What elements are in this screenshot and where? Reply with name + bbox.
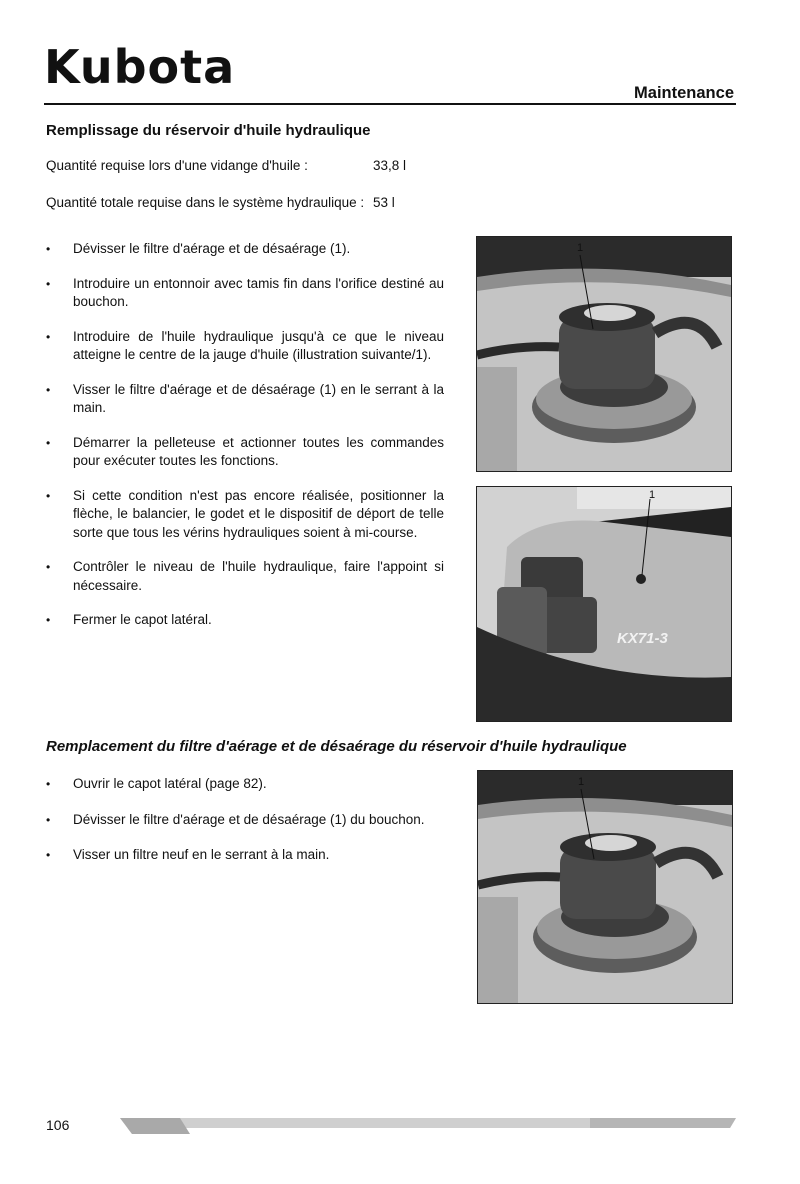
callout-number: 1 <box>649 489 656 501</box>
list-item: • Contrôler le niveau de l'huile hydraulique, faire l'appoint si nécessaire. <box>46 558 444 595</box>
callout-number: 1 <box>578 776 585 788</box>
list-item: • Visser un filtre neuf en le serrant à la main. <box>46 846 444 865</box>
quantity-label: Quantité totale requise dans le système hydraulique : <box>46 195 365 210</box>
photo-machine-side-gauge <box>476 486 732 722</box>
section-label: Maintenance <box>634 84 734 102</box>
list-item: • Introduire un entonnoir avec tamis fin dans l'orifice destiné au bouchon. <box>46 275 444 312</box>
callout-number: 1 <box>577 242 584 254</box>
replacement-steps-list <box>46 775 444 882</box>
model-decal: KX71-3 <box>617 630 668 647</box>
quantity-value: 53 l <box>373 195 395 210</box>
section-title-filling: Remplissage du réservoir d'huile hydraulique <box>46 122 371 139</box>
kubota-logo: Kubota <box>44 40 236 94</box>
list-item: • Introduire de l'huile hydraulique jusqu'à ce que le niveau atteigne le centre de la jauge d'huile (illustration suivante/1). <box>46 328 444 365</box>
list-item: • Ouvrir le capot latéral (page 82). <box>46 775 444 794</box>
photo-breather-filter <box>476 236 732 472</box>
page-number: 106 <box>46 1117 70 1133</box>
list-item: • Visser le filtre d'aérage et de désaérage (1) en le serrant à la main. <box>46 381 444 418</box>
list-item: • Si cette condition n'est pas encore réalisée, positionner la flèche, le balancier, le godet et le dispositif de déport de telle sorte que tous les vérins hydrauliques soient à mi-course. <box>46 487 444 543</box>
header-rule <box>44 103 736 105</box>
quantity-row-drain <box>46 158 407 173</box>
list-item: • Dévisser le filtre d'aérage et de désaérage (1). <box>46 240 444 259</box>
filling-steps-list <box>46 240 444 646</box>
list-item: • Démarrer la pelleteuse et actionner toutes les commandes pour exécuter toutes les fonctions. <box>46 434 444 471</box>
quantity-row-total <box>46 195 395 210</box>
photo-breather-filter-replacement <box>477 770 733 1004</box>
quantity-value: 33,8 l <box>373 158 407 173</box>
quantity-label: Quantité requise lors d'une vidange d'huile : <box>46 158 308 173</box>
footer-bar <box>120 1116 736 1134</box>
list-item: • Fermer le capot latéral. <box>46 611 444 630</box>
section-title-filter-replacement: Remplacement du filtre d'aérage et de désaérage du réservoir d'huile hydraulique <box>46 738 627 755</box>
list-item: • Dévisser le filtre d'aérage et de désaérage (1) du bouchon. <box>46 811 444 830</box>
